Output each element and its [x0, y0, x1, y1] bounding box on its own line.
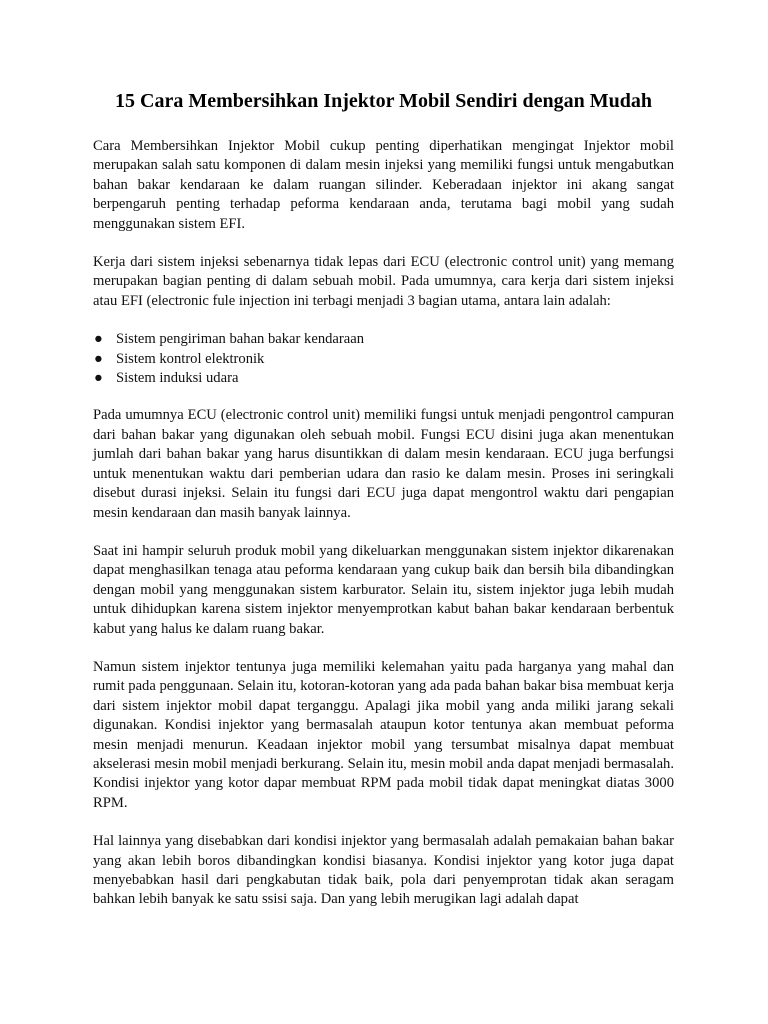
paragraph-injector-usage: Saat ini hampir seluruh produk mobil yang dikeluarkan menggunakan sistem injektor dikarenakan dapat menghasilkan tenaga atau peforma kendaraan yang cukup baik dan bersih bila dibandingkan dengan mobil yang menggunakan sistem karburator. Selain itu, sistem injektor juga lebih mudah untuk dihidupkan karena sistem injektor menyemprotkan kabut bahan bakar kendaraan berbentuk kabut yang halus ke dalam ruang bakar.: [93, 542, 674, 637]
list-item: [93, 350, 674, 369]
paragraph-intro: Cara Membersihkan Injektor Mobil cukup penting diperhatikan mengingat Injektor mobil merupakan salah satu komponen di dalam mesin injeksi yang memiliki fungsi untuk mengabutkan bahan bakar kendaraan ke dalam ruangan silinder. Keberadaan injektor ini akang sangat berpengaruh penting terhadap peforma kendaraan anda, terutama bagi mobil yang sudah menggunakan sistem EFI.: [93, 138, 674, 232]
paragraph-fuel-consumption: Hal lainnya yang disebabkan dari kondisi injektor yang bermasalah adalah pemakaian bahan bakar yang akan lebih boros dibandingkan kondisi biasanya. Kondisi injektor yang kotor juga dapat menyebabkan hasil dari pengkabutan tidak baik, pola dari penyemprotan tidak akan seragam bahkan lebih banyak ke satu ssisi saja. Dan yang lebih merugikan lagi adalah dapat: [93, 833, 674, 908]
paragraph-ecu-intro: Kerja dari sistem injeksi sebenarnya tidak lepas dari ECU (electronic control unit) yang memang merupakan bagian penting di dalam sebuah mobil. Pada umumnya, cara kerja dari sistem injeksi atau EFI (electronic fule injection ini terbagi menjadi 3 bagian utama, antara lain adalah:: [93, 254, 674, 309]
bullet-icon: ●: [94, 350, 103, 367]
list-item-text: Sistem pengiriman bahan bakar kendaraan: [116, 331, 365, 348]
list-item: [93, 369, 674, 388]
list-item-text: Sistem induksi udara: [116, 370, 239, 387]
injection-parts-list: [93, 330, 674, 388]
paragraph-injector-weakness: Namun sistem injektor tentunya juga memiliki kelemahan yaitu pada harganya yang mahal dan rumit pada penggunaan. Selain itu, kotoran-kotoran yang ada pada bahan bakar bisa membuat kerja dari sistem injektor mobil dapat terganggu. Apalagi jika mobil yang anda miliki jarang sekali digunakan. Kondisi injektor yang bermasalah ataupun kotor tentunya akan membuat peforma mesin menjadi menurun. Keadaan injektor mobil yang tersumbat misalnya dapat membuat akselerasi mesin mobil menjadi berkurang. Selain itu, mesin mobil anda dapat menjadi bermasalah. Kondisi injektor yang kotor dapar membuat RPM pada mobil tidak dapat meningkat diatas 3000 RPM.: [93, 658, 674, 811]
list-item-text: Sistem kontrol elektronik: [116, 350, 265, 367]
document-title: 15 Cara Membersihkan Injektor Mobil Sendiri dengan Mudah: [115, 90, 652, 112]
bullet-icon: ●: [94, 331, 103, 348]
list-item: [93, 330, 674, 349]
paragraph-ecu-function: Pada umumnya ECU (electronic control unit) memiliki fungsi untuk menjadi pengontrol campuran dari bahan bakar yang digunakan oleh sebuah mobil. Fungsi ECU disini juga akan menentukan jumlah dari bahan bakar yang harus disuntikkan di dalam mesin kendaraan. ECU juga berfungsi untuk menentukan waktu dari pemberian udara dan rasio ke dalam mesin. Proses ini seringkali disebut durasi injeksi. Selain itu fungsi dari ECU juga dapat mengontrol waktu dari pengapian mesin kendaraan dan masih banyak lainnya.: [93, 407, 674, 521]
bullet-icon: ●: [94, 370, 103, 387]
